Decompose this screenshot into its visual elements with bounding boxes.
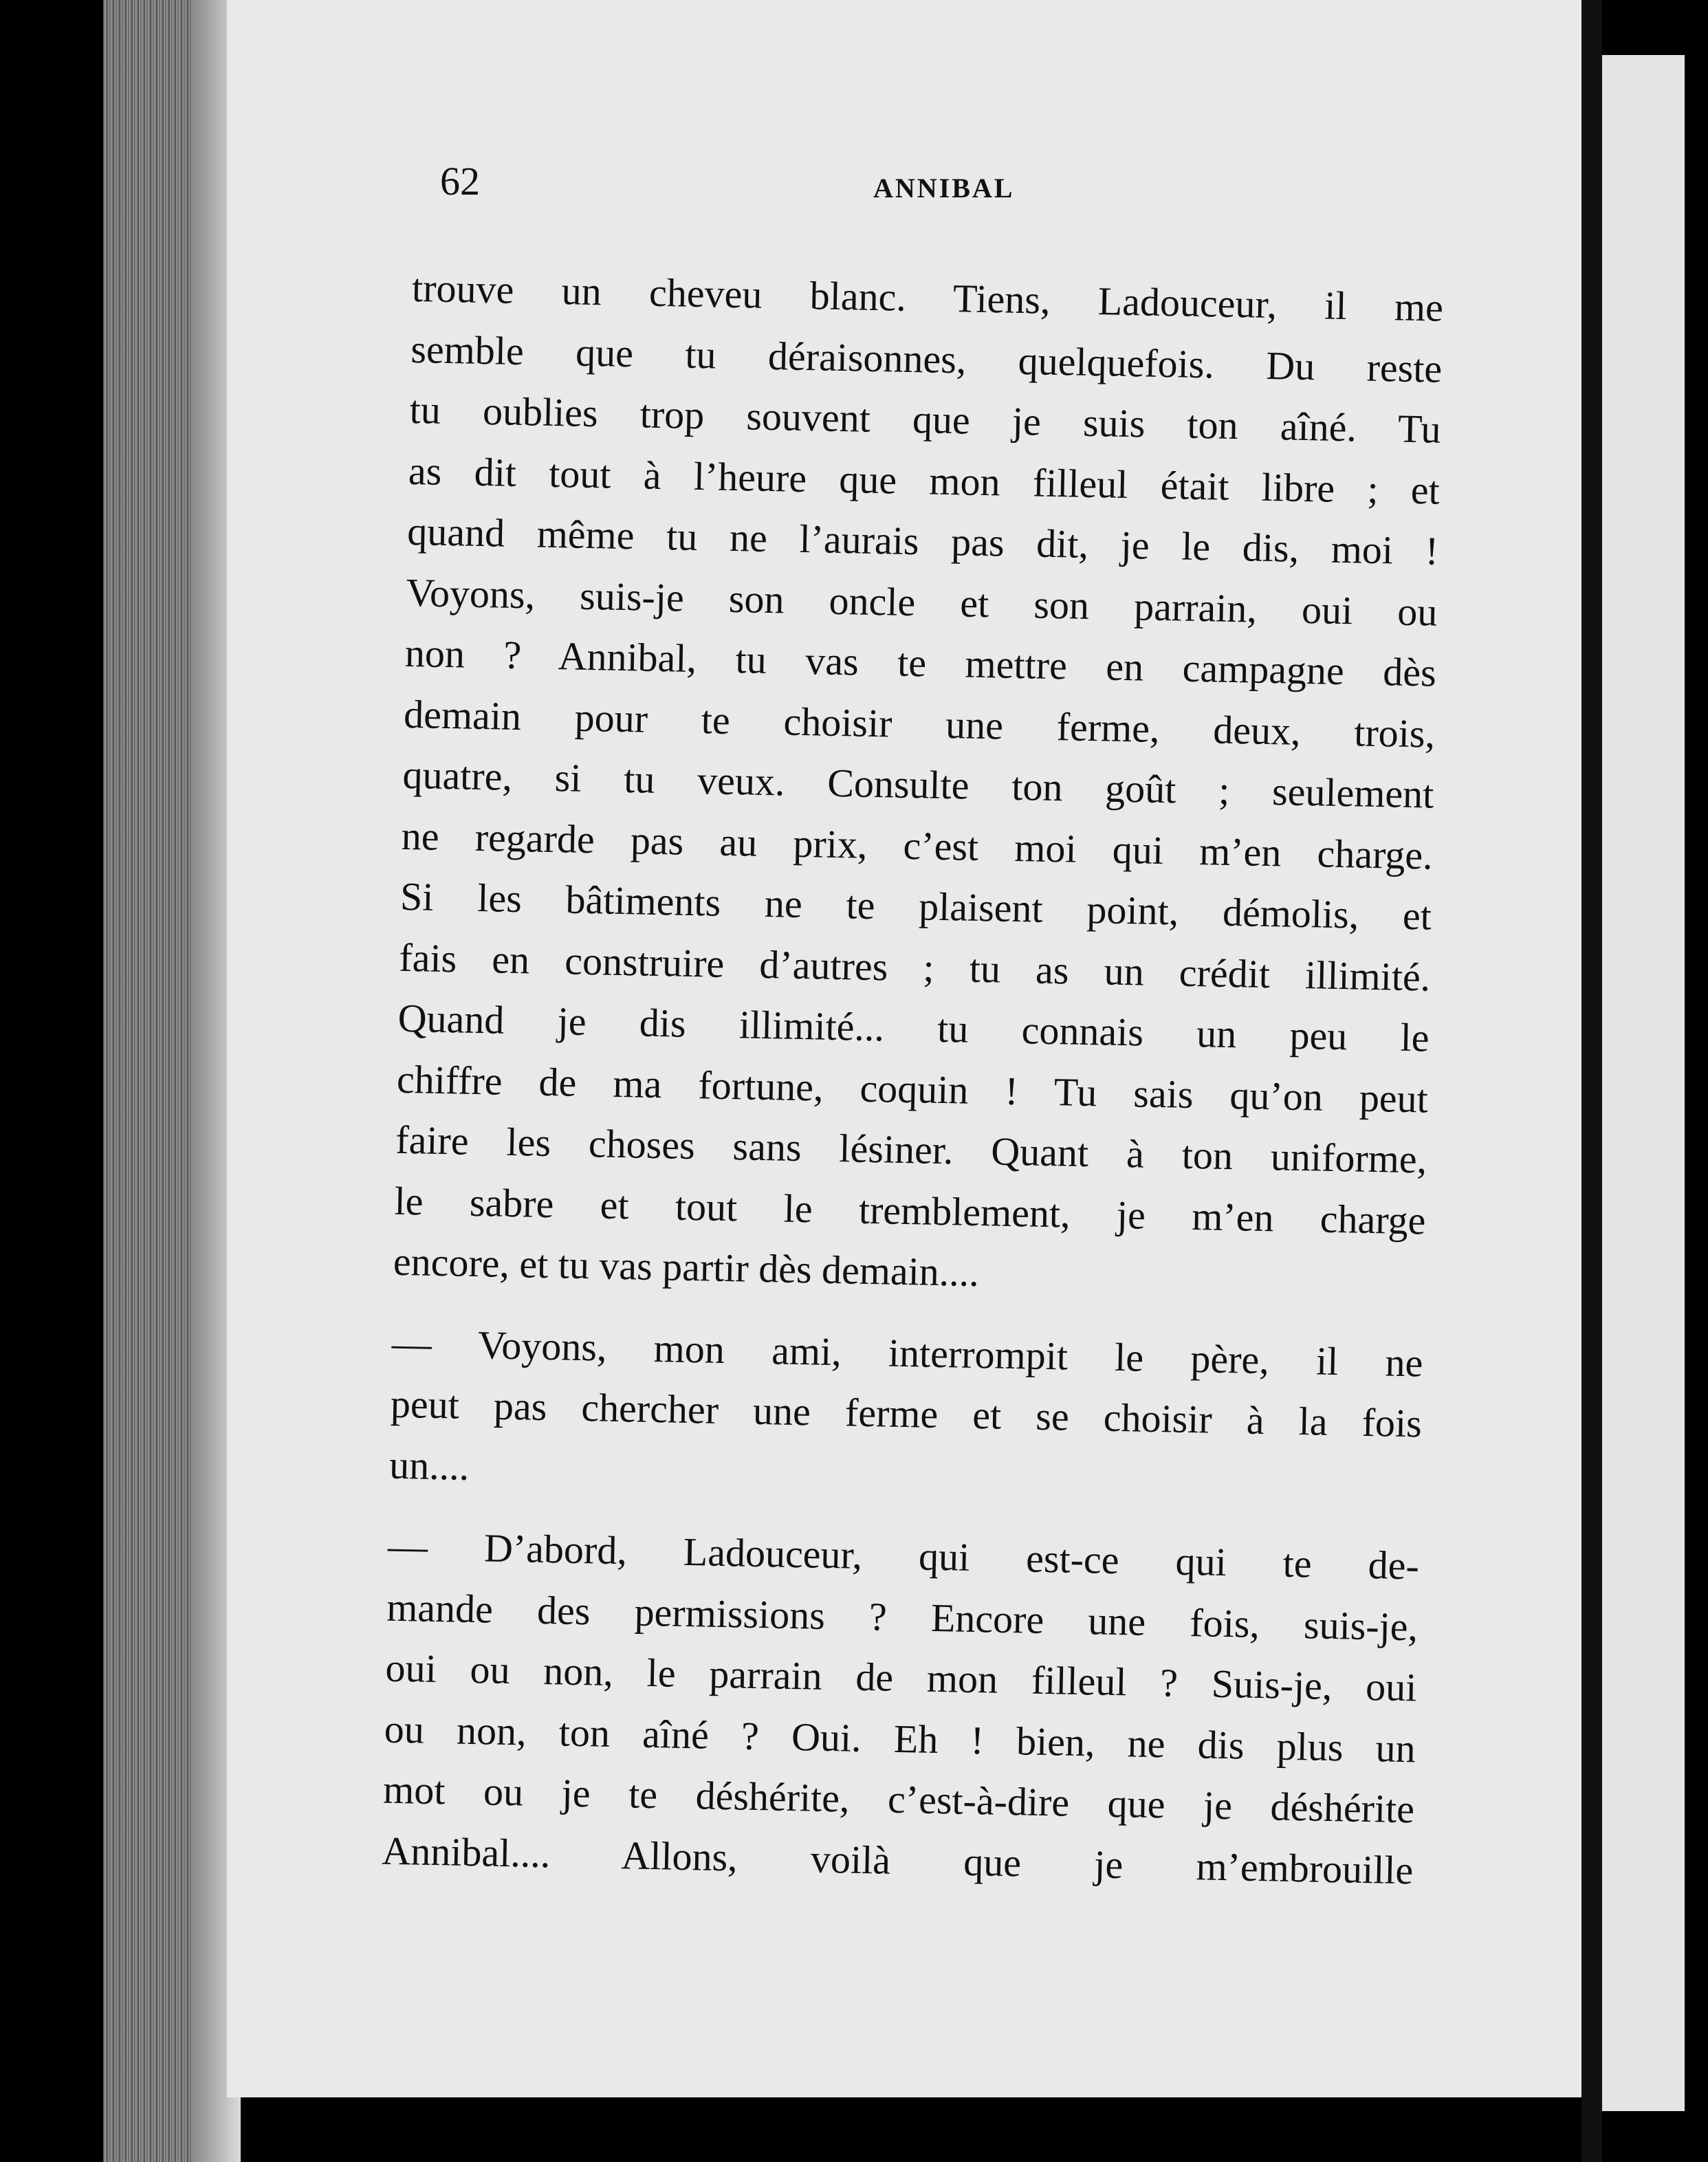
- text-line: — Voyons, mon ami, interrompit le père, il ne: [391, 1320, 1424, 1385]
- text-line: demain pour te choisir une ferme, deux, trois,: [403, 691, 1436, 756]
- facing-page-edge: [1602, 55, 1685, 2111]
- text-line: chiffre de ma fortune, coquin ! Tu sais qu’on peut: [396, 1056, 1429, 1122]
- gutter: [1581, 0, 1602, 2162]
- text-line: encore, et tu vas partir dès demain....: [393, 1238, 980, 1296]
- text-line: as dit tout à l’heure que mon filleul était libre ; et: [408, 448, 1441, 513]
- text-line: — D’abord, Ladouceur, qui est-ce qui te de-: [387, 1523, 1420, 1588]
- body-text: [382, 258, 1444, 1901]
- page-edges: [103, 0, 193, 2162]
- text-line: Quand je dis illimité... tu connais un peu le: [397, 995, 1430, 1060]
- text-line: semble que tu déraisonnes, quelquefois. Du reste: [410, 326, 1443, 391]
- text-line: tu oublies trop souvent que je suis ton aîné. Tu: [409, 386, 1442, 452]
- text-line: faire les choses sans lésiner. Quant à ton uniforme,: [395, 1117, 1427, 1182]
- text-line: Annibal.... Allons, voilà que je m’embrouille: [381, 1828, 1414, 1892]
- text-line: un....: [388, 1442, 470, 1489]
- text-line: Voyons, suis-je son oncle et son parrain, oui ou: [406, 569, 1438, 635]
- text-line: fais en construire d’autres ; tu as un crédit illimité.: [398, 935, 1431, 1000]
- running-title: ANNIBAL: [873, 173, 1015, 204]
- page-number: 62: [440, 159, 480, 204]
- text-line: le sabre et tout le tremblement, je m’en charge: [394, 1178, 1427, 1243]
- text-line: ou non, ton aîné ? Oui. Eh ! bien, ne dis plus un: [384, 1706, 1416, 1771]
- text-line: trouve un cheveu blanc. Tiens, Ladouceur, il me: [411, 265, 1444, 330]
- text-line: peut pas chercher une ferme et se choisir à la fois: [390, 1381, 1423, 1446]
- text-line: non ? Annibal, tu vas te mettre en campagne dès: [404, 630, 1437, 695]
- text-line: Si les bâtiments ne te plaisent point, démolis, et: [399, 873, 1432, 939]
- text-line: mot ou je te déshérite, c’est-à-dire que je déshérite: [382, 1767, 1415, 1832]
- text-line: mande des permissions ? Encore une fois, suis-je,: [386, 1584, 1419, 1649]
- text-line: quatre, si tu veux. Consulte ton goût ; seulement: [402, 752, 1434, 817]
- running-head: [440, 158, 1471, 213]
- text-line: oui ou non, le parrain de mon filleul ? Suis-je, oui: [385, 1645, 1417, 1710]
- text-line: ne regarde pas au prix, c’est moi qui m’en charge.: [401, 813, 1434, 878]
- text-line: quand même tu ne l’aurais pas dit, je le dis, moi !: [406, 508, 1439, 574]
